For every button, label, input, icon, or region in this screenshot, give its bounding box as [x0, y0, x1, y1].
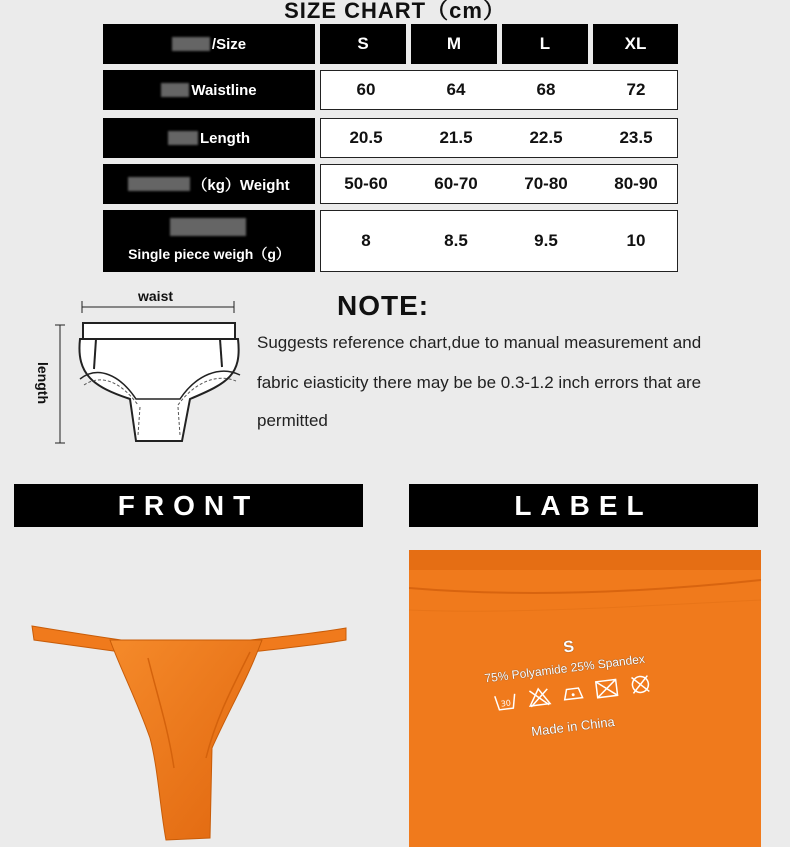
- size-m-header: M: [411, 24, 497, 64]
- front-banner: FRONT: [14, 484, 363, 527]
- note-line-1: Suggests reference chart,due to manual measurement and: [257, 333, 702, 352]
- waistline-m: 64: [446, 80, 466, 99]
- weight-m: 60-70: [434, 174, 478, 193]
- waistline-label: Waistline: [191, 81, 257, 99]
- redacted-text: [168, 131, 198, 145]
- waistline-xl: 72: [626, 80, 646, 99]
- label-banner: LABEL: [409, 484, 758, 527]
- waistline-row-label: [103, 70, 315, 110]
- size-l-header: L: [502, 24, 588, 64]
- piece-weight-xl: 10: [626, 231, 646, 250]
- wash-30-icon: [492, 690, 518, 713]
- note-line-2: fabric eiasticity there may be be 0.3-1.2 inch errors that are: [257, 373, 702, 392]
- redacted-text: [161, 83, 189, 97]
- size-header-cell: [103, 24, 315, 64]
- care-label-size: S: [562, 638, 576, 657]
- length-row-label: [103, 118, 315, 158]
- weight-values: [320, 164, 678, 204]
- do-not-tumble-dry-icon: [594, 677, 620, 700]
- size-s-header: S: [320, 24, 406, 64]
- do-not-dry-clean-icon: [627, 673, 653, 696]
- waistline-s: 60: [356, 80, 376, 99]
- iron-low-icon: [560, 681, 586, 704]
- weight-l: 70-80: [524, 174, 568, 193]
- waist-label: waist: [138, 288, 174, 304]
- svg-text:30: 30: [500, 698, 512, 709]
- length-label: Length: [200, 129, 250, 147]
- waistline-values: [320, 70, 678, 110]
- length-s: 20.5: [349, 128, 383, 147]
- front-product-image: [0, 548, 390, 847]
- piece-weight-l: 9.5: [534, 231, 558, 250]
- length-values: [320, 118, 678, 158]
- size-header-label: /Size: [211, 35, 247, 53]
- length-diagram-label: length: [35, 362, 51, 404]
- size-chart-title: SIZE CHART（cm）: [284, 0, 506, 23]
- care-label-origin: Made in China: [530, 713, 616, 740]
- redacted-text: [170, 218, 246, 236]
- piece-weight-m: 8.5: [444, 231, 468, 250]
- do-not-bleach-icon: [526, 685, 552, 708]
- redacted-text: [128, 177, 190, 191]
- label-product-image: [409, 550, 761, 847]
- underwear-outline-diagram: [50, 295, 250, 455]
- care-label-composition: 75% Polyamide 25% Spandex: [483, 651, 646, 686]
- note-line-3: permitted: [257, 411, 328, 430]
- size-xl-header: XL: [593, 24, 678, 64]
- weight-xl: 80-90: [614, 174, 658, 193]
- length-xl: 23.5: [619, 128, 653, 147]
- weight-s: 50-60: [344, 174, 388, 193]
- piece-weight-row-label: [103, 210, 315, 272]
- length-l: 22.5: [529, 128, 563, 147]
- length-m: 21.5: [439, 128, 473, 147]
- waistline-l: 68: [536, 80, 556, 99]
- piece-weight-values: [320, 210, 678, 272]
- weight-row-label: [103, 164, 315, 204]
- piece-weight-s: 8: [361, 231, 371, 250]
- weight-label: （kg）Weight: [192, 176, 290, 194]
- redacted-text: [172, 37, 210, 51]
- note-title: NOTE:: [337, 290, 430, 321]
- piece-weight-label: Single piece weigh（g）: [128, 246, 290, 262]
